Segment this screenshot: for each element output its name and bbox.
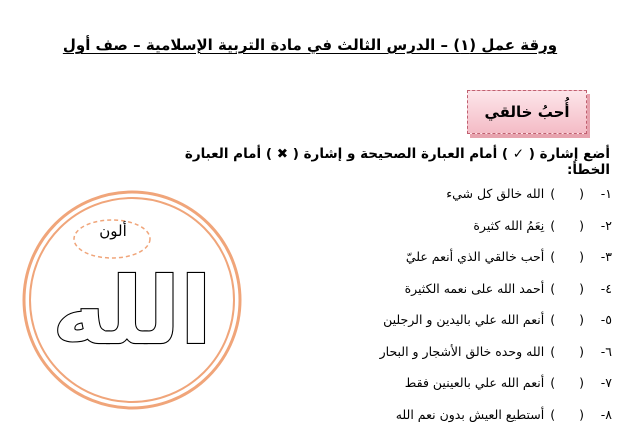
answer-box-open: ( (579, 280, 584, 296)
answer-box-open: ( (579, 406, 584, 422)
answer-box-open: ( (579, 375, 584, 391)
answer-box-close: ) (550, 343, 556, 359)
statements-list (300, 178, 612, 430)
lesson-banner: أُحبُ خالقي (467, 90, 587, 134)
answer-box-close: ) (550, 312, 556, 328)
instruction-text: أضع إشارة ( ✓ ) أمام العبارة الصحيحة و إشارة ( ✖ ) أمام العبارة الخطأ: (184, 146, 610, 178)
item-number: ٢- (600, 217, 612, 233)
list-item (300, 273, 612, 305)
item-text: أحب خالقي الذي أنعم عليّ (405, 249, 545, 265)
item-text: نِعَمُ الله كثيرة (473, 217, 545, 233)
worksheet-title: ورقة عمل (١) – الدرس الثالث في مادة التربية الإسلامية – صف أول (62, 36, 558, 54)
list-item (300, 178, 612, 210)
list-item (300, 241, 612, 273)
answer-box-close: ) (550, 217, 556, 233)
answer-box-open: ( (579, 343, 584, 359)
answer-box-close: ) (550, 406, 556, 422)
item-number: ٣- (600, 249, 612, 265)
answer-box-open: ( (579, 186, 584, 202)
item-number: ١- (600, 186, 612, 202)
list-item (300, 304, 612, 336)
item-text: أحمد الله على نعمه الكثيرة (404, 280, 545, 296)
answer-box-close: ) (550, 375, 556, 391)
item-text: أنعم الله علي باليدين و الرجلين (383, 312, 545, 328)
allah-outline-word: الله (52, 258, 212, 365)
answer-box-close: ) (550, 249, 556, 265)
color-label: ألون (99, 222, 127, 240)
answer-box-open: ( (579, 249, 584, 265)
answer-box-close: ) (550, 280, 556, 296)
item-text: أستطيع العيش بدون نعم الله (395, 406, 545, 422)
item-text: الله وحده خالق الأشجار و البحار (379, 343, 545, 359)
list-item (300, 367, 612, 399)
list-item (300, 336, 612, 368)
answer-box-open: ( (579, 217, 584, 233)
item-number: ٨- (600, 406, 612, 422)
answer-box-open: ( (579, 312, 584, 328)
list-item (300, 399, 612, 431)
item-number: ٦- (600, 343, 612, 359)
item-number: ٧- (600, 375, 612, 391)
item-number: ٥- (600, 312, 612, 328)
list-item (300, 210, 612, 242)
answer-box-close: ) (550, 186, 556, 202)
item-text: أنعم الله علي بالعينين فقط (404, 375, 545, 391)
item-number: ٤- (600, 280, 612, 296)
item-text: الله خالق كل شيء (446, 186, 545, 202)
